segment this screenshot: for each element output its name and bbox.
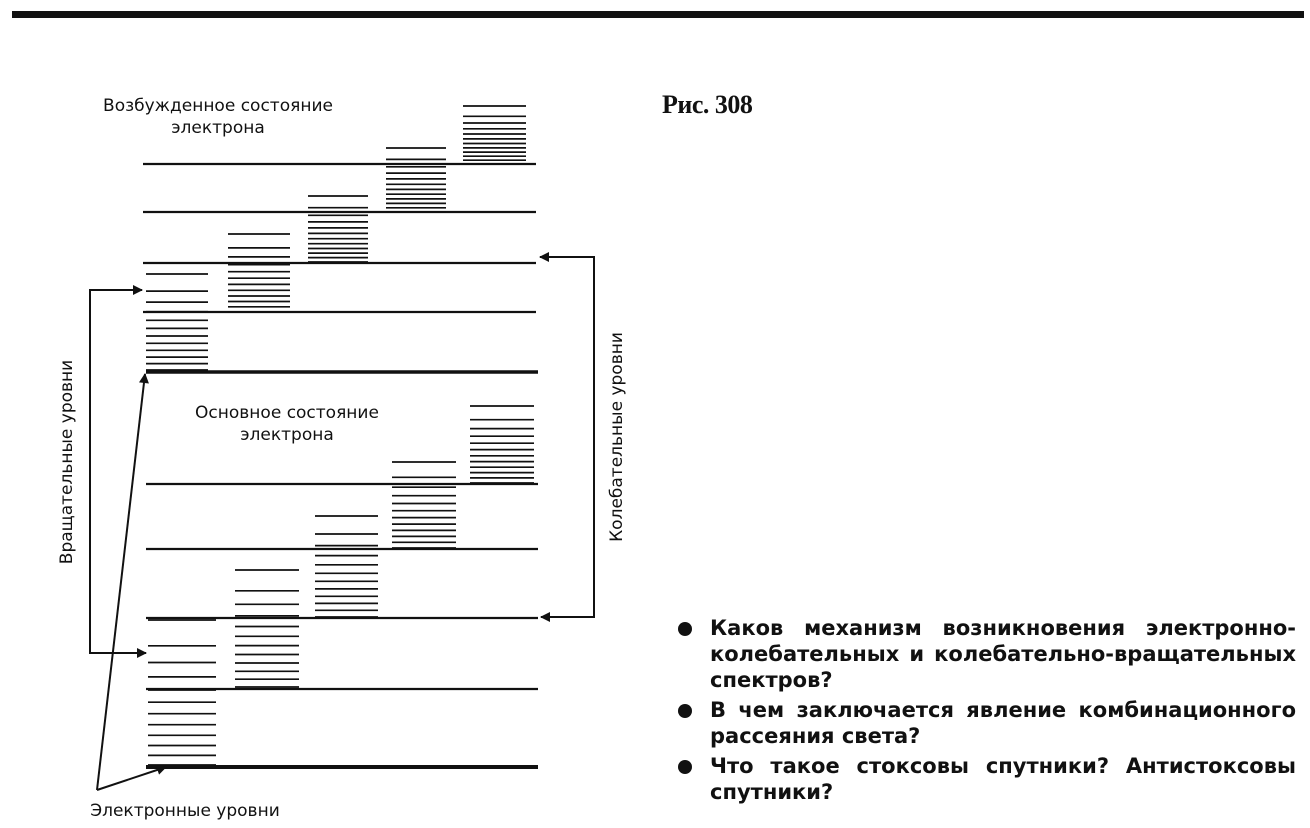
question-item xyxy=(674,753,1296,805)
question-text: В чем заключается явление комбинационного рассеяния света? xyxy=(710,698,1296,748)
vibrational-bracket xyxy=(560,257,594,617)
bullet-icon xyxy=(678,622,692,636)
ground-state-label-line2: электрона xyxy=(240,425,334,445)
electronic-arrow-excited xyxy=(97,374,145,790)
bullet-icon xyxy=(678,760,692,774)
excited-state-label-line1: Возбужденное состояние xyxy=(103,96,333,116)
rotational-bands xyxy=(146,106,534,765)
electronic-arrow-ground xyxy=(97,767,166,790)
rotational-bracket xyxy=(90,290,140,653)
question-item xyxy=(674,697,1296,749)
question-item xyxy=(674,615,1296,693)
electronic-levels-label: Электронные уровни xyxy=(90,801,280,821)
question-text: Что такое стоксовы спутники? Антистоксовы спутники? xyxy=(710,754,1296,804)
excited-state-label-line2: электрона xyxy=(171,118,265,138)
question-text: Каков механизм возникновения электронно-колебательных и колебательно-вращательных спектров? xyxy=(710,616,1296,692)
ground-state-label-line1: Основное состояние xyxy=(195,403,379,423)
rotational-levels-label: Вращательные уровни xyxy=(57,359,77,565)
review-questions xyxy=(674,615,1296,809)
vibrational-levels-label: Колебательные уровни xyxy=(607,332,627,542)
bullet-icon xyxy=(678,704,692,718)
figure-caption: Рис. 308 xyxy=(662,90,753,119)
